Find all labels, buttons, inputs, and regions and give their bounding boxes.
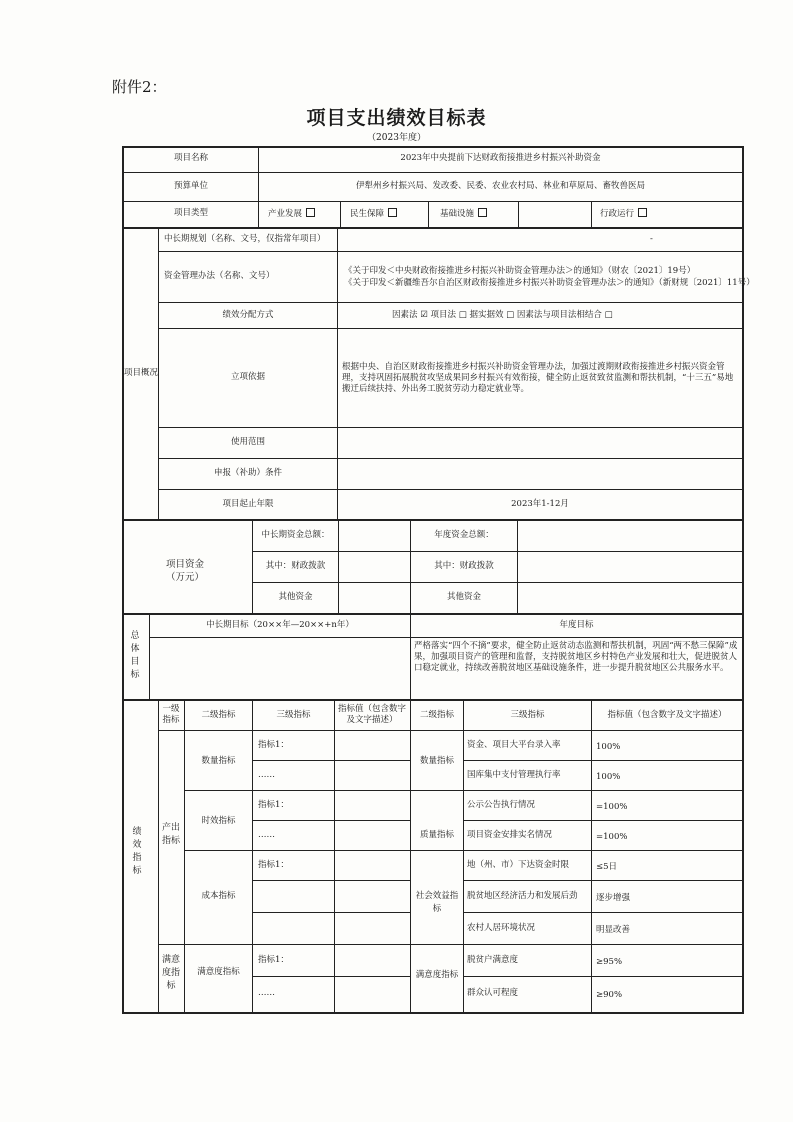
indicators-label: 绩效指标 bbox=[132, 827, 142, 876]
indicator-name: 农村人居环境状况 bbox=[467, 923, 536, 933]
project-name-label: 项目名称 bbox=[173, 153, 208, 163]
period-label: 项目起止年限 bbox=[222, 499, 274, 509]
header-level3: 三级指标 bbox=[276, 710, 311, 720]
indicator-value: ≤5日 bbox=[596, 862, 618, 872]
type-option-industry[interactable]: 产业发展 bbox=[268, 208, 315, 220]
type-option-livelihood[interactable]: 民生保障 bbox=[350, 208, 397, 220]
indicator-name: 群众认可程度 bbox=[467, 988, 519, 998]
plan-label: 中长期规划（名称、文号，仅指常年项目） bbox=[164, 234, 326, 244]
page-title: 项目支出绩效目标表 bbox=[306, 107, 487, 129]
indicator-item: 指标1： bbox=[258, 860, 289, 870]
project-name-value: 2023年中央提前下达财政衔接推进乡村振兴补助资金 bbox=[400, 153, 601, 163]
mgmt-line-2: 《关于印发＜新疆维吾尔自治区财政衔接推进乡村振兴补助资金管理办法＞的通知》（新财规〔2021〕11号） bbox=[344, 278, 755, 288]
indicator-value: 100% bbox=[596, 742, 621, 752]
budget-unit-value: 伊犁州乡村振兴局、发改委、民委、农业农村局、林业和草原局、畜牧兽医局 bbox=[355, 181, 645, 191]
mid-total-label: 中长期资金总额： bbox=[261, 530, 330, 540]
overview-label: 项目概况 bbox=[124, 368, 159, 378]
cost-label: 成本指标 bbox=[201, 891, 236, 901]
indicator-value: 明显改善 bbox=[596, 925, 631, 935]
alloc-value: 因素法 ☑ 项目法 □ 据实据效 □ 因素法与项目法相结合 □ bbox=[392, 310, 613, 320]
alloc-label: 绩效分配方式 bbox=[222, 310, 274, 320]
indicator-name: 资金、项目大平台录入率 bbox=[467, 740, 561, 750]
indicator-name: 脱贫地区经济活力和发展后劲 bbox=[467, 891, 578, 901]
indicator-name: 国库集中支付管理执行率 bbox=[467, 770, 561, 780]
checkbox-icon bbox=[478, 208, 487, 217]
other-label-right: 其他资金 bbox=[446, 592, 481, 602]
indicator-ellipsis: …… bbox=[258, 770, 275, 780]
indicator-ellipsis: …… bbox=[258, 988, 275, 998]
satisfaction-l1-label: 满意度指标 bbox=[161, 955, 180, 991]
type-option-infrastructure[interactable]: 基础设施 bbox=[440, 208, 487, 220]
checkbox-icon bbox=[306, 208, 315, 217]
social-label: 社会效益指标 bbox=[415, 891, 459, 914]
indicator-value: ≥95% bbox=[596, 957, 623, 967]
funds-label: 项目资金（万元） bbox=[165, 559, 204, 583]
indicator-ellipsis: …… bbox=[258, 830, 275, 840]
year-label: （2023年度） bbox=[367, 133, 426, 143]
indicator-value: =100% bbox=[596, 832, 628, 842]
project-type-label: 项目类型 bbox=[173, 208, 208, 218]
quantity-label-left: 数量指标 bbox=[201, 756, 236, 766]
checkbox-icon bbox=[638, 208, 647, 217]
goals-label: 总体目标 bbox=[130, 631, 140, 680]
indicator-item: 指标1： bbox=[258, 800, 289, 810]
header-value-right: 指标值（包含数字及文字描述） bbox=[607, 710, 727, 720]
indicator-value: 100% bbox=[596, 772, 621, 782]
mid-goal-header: 中长期目标（20××年—20××+n年） bbox=[206, 620, 354, 630]
mgmt-label: 资金管理办法（名称、文号） bbox=[164, 271, 275, 281]
header-level1: 一级指标 bbox=[162, 704, 180, 725]
apply-label: 申报（补助）条件 bbox=[213, 468, 282, 478]
year-goal-text: 严格落实“四个不摘”要求，健全防止返贫动态监测和帮扶机制，巩固“两不愁三保障”成果，加强项目资产的管理和监督，支持脱贫地区乡村特色产业发展和壮大，促进脱贫人口稳定就业，持续改善脱贫地区基础设施条件，进一步提升脱贫地区公共服务水平。 bbox=[414, 641, 738, 673]
satisfaction-label-left: 满意度指标 bbox=[197, 967, 240, 977]
indicator-name: 地（州、市）下达资金时限 bbox=[467, 860, 570, 870]
indicator-item: 指标1： bbox=[258, 740, 289, 750]
indicator-value: ≥90% bbox=[596, 990, 623, 1000]
indicator-name: 公示公告执行情况 bbox=[467, 800, 536, 810]
header-level2: 二级指标 bbox=[201, 710, 236, 720]
header-level2-right: 二级指标 bbox=[419, 710, 454, 720]
header-value-left: 指标值（包含数字及文字描述） bbox=[337, 704, 406, 725]
output-indicator-label: 产出指标 bbox=[162, 823, 181, 846]
indicator-value: =100% bbox=[596, 802, 628, 812]
period-value: 2023年1-12月 bbox=[511, 499, 569, 509]
satisfaction-label-right: 满意度指标 bbox=[415, 970, 459, 980]
fiscal-label-left: 其中：财政拨款 bbox=[265, 561, 326, 571]
timeliness-label: 时效指标 bbox=[201, 816, 236, 826]
year-goal-header: 年度目标 bbox=[559, 620, 594, 630]
fiscal-label-right: 其中：财政拨款 bbox=[434, 561, 494, 571]
type-option-admin[interactable]: 行政运行 bbox=[600, 208, 647, 220]
header-level3-right: 三级指标 bbox=[510, 710, 545, 720]
quantity-label-right: 数量指标 bbox=[419, 756, 454, 766]
quality-label: 质量指标 bbox=[419, 830, 454, 840]
attachment-label: 附件2： bbox=[112, 78, 167, 96]
mgmt-line-1: 《关于印发＜中央财政衔接推进乡村振兴补助资金管理办法＞的通知》（财农〔2021〕19号） bbox=[344, 266, 696, 276]
checkbox-icon bbox=[388, 208, 397, 217]
indicator-name: 脱贫户满意度 bbox=[467, 955, 519, 965]
year-total-label: 年度资金总额： bbox=[434, 530, 494, 540]
indicator-name: 项目资金安排实名情况 bbox=[467, 830, 553, 840]
scope-label: 使用范围 bbox=[230, 437, 265, 447]
basis-text: 根据中央、自治区财政衔接推进乡村振兴补助资金管理办法，加强过渡期财政衔接推进乡村振兴资金管理，支持巩固拓展脱贫攻坚成果同乡村振兴有效衔接，健全防止返贫致贫监测和帮扶机制，“十三五”易地搬迁后续扶持、外出务工脱贫劳动力稳定就业等。 bbox=[342, 362, 734, 394]
basis-label: 立项依据 bbox=[230, 372, 265, 382]
other-label-left: 其他资金 bbox=[278, 592, 313, 602]
indicator-item: 指标1： bbox=[258, 955, 289, 965]
budget-unit-label: 预算单位 bbox=[173, 181, 208, 191]
indicator-value: 逐步增强 bbox=[596, 893, 631, 903]
plan-value: - bbox=[650, 234, 653, 244]
